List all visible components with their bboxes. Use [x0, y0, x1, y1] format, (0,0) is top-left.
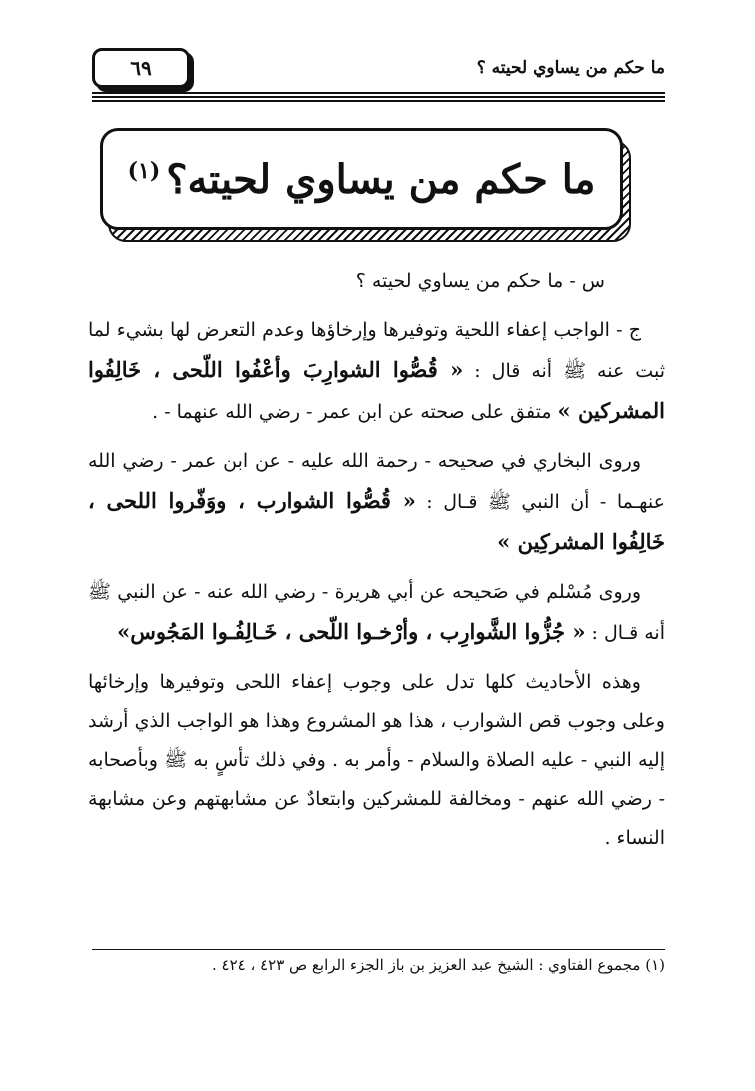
running-title: ما حكم من يساوي لحيته ؟	[476, 58, 665, 78]
header-rule	[92, 92, 665, 104]
paragraph-2-lead: وروى البخاري في صحيحه - رحمة الله عليه - عن ابن عمر - رضي الله عنهـما - أن النبي ﷺ قـال :	[88, 450, 665, 513]
paragraph-3-lead: وروى مُسْلم في صَحيحه عن أبي هريرة - رضي الله عنه - عن النبي ﷺ أنه قـال :	[88, 581, 665, 644]
paragraph-1-hadith: « قُصُّوا الشوارِبَ وأعْفُوا اللّحى ، خَالِفُوا المشركين »	[88, 357, 665, 423]
page-number-box	[92, 48, 190, 88]
page-number: ٦٩	[130, 56, 152, 80]
paragraph-2-hadith: « قُصُّوا الشوارب ، ووَفّروا اللحى ، خَالِفُوا المشركِين »	[88, 488, 665, 554]
body-text	[88, 262, 665, 868]
title-frame	[100, 128, 623, 230]
paragraph-1-tail: متفق على صحته عن ابن عمر - رضي الله عنهما - .	[152, 401, 558, 423]
paragraph-1	[88, 311, 665, 432]
chapter-title	[128, 156, 596, 203]
paragraph-2	[88, 442, 665, 563]
paragraph-1-lead: ج - الواجب إعفاء اللحية وتوفيرها وإرخاؤها وعدم التعرض لها بشيء لما ثبت عنه ﷺ أنه قال :	[88, 319, 665, 382]
footnote: (١) مجموع الفتاوي : الشيخ عبد العزيز بن باز الجزء الرابع ص ٤٢٣ ، ٤٢٤ .	[211, 956, 665, 974]
paragraph-3	[88, 573, 665, 653]
paragraph-4: وهذه الأحاديث كلها تدل على وجوب إعفاء اللحى وتوفيرها وإرخائها وعلى وجوب قص الشوارب ، هذا هو المشروع وهذا هو الواجب الذي أرشد إليه النبي - عليه الصلاة والسلام - وأمر به . وفي ذلك تأسٍ به ﷺ وبأصحابه - رضي الله عنهم - ومخالفة للمشركين وابتعادٌ عن مشابهتهم وعن مشابهة النساء .	[88, 671, 665, 849]
paragraph-3-hadith: « جُزُّوا الشَّوارِب ، وأرْخـوا اللّحى ، خَـالِفُـوا المَجُوس»	[117, 619, 586, 644]
title-footnote-marker: (١)	[127, 158, 161, 185]
question: س - ما حكم من يساوي لحيته ؟	[355, 270, 605, 292]
chapter-title-text: ما حكم من يساوي لحيته؟	[166, 155, 596, 203]
footnote-rule	[92, 949, 665, 950]
